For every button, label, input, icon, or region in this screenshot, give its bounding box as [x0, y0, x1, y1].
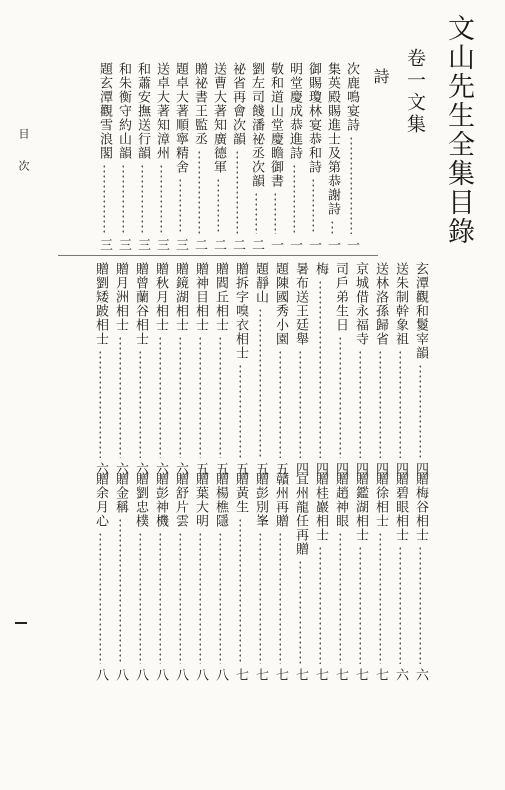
toc-entry-title: 贈碧眼相士	[393, 472, 408, 542]
toc-page-number: 八	[213, 668, 228, 681]
toc-entry-title: 敬和道山堂慶瞻御書	[268, 62, 283, 188]
toc-leader-dots	[359, 546, 361, 664]
toc-leader-dots	[239, 364, 241, 458]
toc-page-number: 五	[253, 462, 268, 475]
toc-leader-dots	[219, 336, 221, 458]
toc-page-number: 三	[97, 238, 112, 251]
toc-leader-dots	[350, 136, 352, 234]
toc-leader-dots	[359, 350, 361, 458]
toc-entry-title: 明堂慶成恭進詩	[287, 62, 302, 160]
toc-leader-dots	[122, 164, 124, 234]
toc-entry-title: 贈秋月相士	[153, 262, 168, 332]
toc-leader-dots	[339, 336, 341, 458]
toc-leader-dots	[419, 364, 421, 458]
toc-page-number: 三	[135, 238, 150, 251]
toc-entry-title: 司戶弟生日	[333, 262, 348, 332]
toc-leader-dots	[274, 192, 276, 234]
running-head-mu: 目	[17, 128, 30, 139]
toc-leader-dots	[319, 280, 321, 458]
toc-entry-title: 題卓大著順寧精舍	[173, 62, 188, 174]
toc-page-number: 八	[133, 668, 148, 681]
toc-page-number: 三	[154, 238, 169, 251]
toc-leader-dots	[339, 532, 341, 664]
toc-page-number: 八	[193, 668, 208, 681]
toc-leader-dots	[99, 350, 101, 458]
toc-entry-title: 贈桂巖相士	[313, 472, 328, 542]
toc-leader-dots	[239, 518, 241, 664]
toc-leader-dots	[179, 532, 181, 664]
toc-leader-dots	[312, 178, 314, 234]
toc-leader-dots	[179, 178, 181, 234]
toc-leader-dots	[399, 546, 401, 664]
toc-page-number: 四	[393, 462, 408, 475]
toc-entry-title: 贈祕書王監丞	[192, 62, 207, 146]
header-divider	[58, 255, 378, 256]
toc-entry-title: 和蕭安撫送行韻	[135, 62, 150, 160]
toc-entry-title: 祕省再會次韻	[230, 62, 245, 146]
toc-leader-dots	[299, 350, 301, 458]
toc-leader-dots	[236, 150, 238, 234]
toc-page-number: 八	[173, 668, 188, 681]
toc-entry-title: 贈鑑湖相士	[353, 472, 368, 542]
toc-page-number: 四	[373, 462, 388, 475]
toc-leader-dots	[279, 532, 281, 664]
toc-entry-title: 題靜山	[253, 262, 268, 304]
toc-entry-title: 贈曾蘭谷相士	[133, 262, 148, 346]
toc-page-number: 六	[153, 462, 168, 475]
toc-entry-title: 贈拆字嗅衣相士	[233, 262, 248, 360]
toc-entry-title: 贈劉忠樸	[133, 472, 148, 528]
toc-page-number: 一	[306, 238, 321, 251]
toc-entry-title: 贈黃生	[233, 472, 248, 514]
toc-entry-title: 贈趙神眼	[333, 472, 348, 528]
toc-page-number: 四	[353, 462, 368, 475]
toc-entry-title: 贈舒片雲	[173, 472, 188, 528]
toc-entry-title: 贈徐相士	[373, 472, 388, 528]
toc-entry-title: 贈神目相士	[193, 262, 208, 332]
toc-entry-title: 贈劉矮跛相士	[93, 262, 108, 346]
toc-leader-dots	[331, 220, 333, 234]
toc-page-number: 六	[413, 668, 428, 681]
toc-leader-dots	[419, 546, 421, 664]
volume-heading: 卷一文集	[404, 48, 426, 136]
toc-page-number: 一	[344, 238, 359, 251]
toc-entry-title: 暑布送王廷舉	[293, 262, 308, 346]
toc-leader-dots	[119, 518, 121, 664]
toc-page-number: 八	[113, 668, 128, 681]
toc-entry-title: 贈梅谷相士	[413, 472, 428, 542]
toc-leader-dots	[219, 532, 221, 664]
toc-entry-title: 送林洛孫歸省	[373, 262, 388, 346]
toc-leader-dots	[103, 164, 105, 234]
toc-page-number: 一	[287, 238, 302, 251]
toc-leader-dots	[259, 532, 261, 664]
toc-page-number: 二	[192, 238, 207, 251]
collection-title: 文山先生全集目錄	[443, 14, 474, 246]
toc-leader-dots	[179, 336, 181, 458]
toc-leader-dots	[199, 336, 201, 458]
toc-page-number: 六	[93, 462, 108, 475]
toc-page-number: 四	[413, 462, 428, 475]
toc-page-number: 五	[213, 462, 228, 475]
toc-page-number: 七	[273, 668, 288, 681]
toc-page-number: 六	[173, 462, 188, 475]
toc-entry-title: 送曹大著知廣德軍	[211, 62, 226, 174]
toc-leader-dots	[139, 350, 141, 458]
toc-leader-dots	[319, 546, 321, 664]
toc-leader-dots	[99, 532, 101, 664]
toc-page-number: 五	[273, 462, 288, 475]
toc-leader-dots	[293, 164, 295, 234]
toc-entry-title: 贈余月心	[93, 472, 108, 528]
toc-page-number: 六	[113, 462, 128, 475]
toc-entry-title: 梅	[313, 262, 328, 276]
section-heading: 詩	[371, 68, 390, 84]
toc-entry-title: 玄潭觀和鬉宰韻	[413, 262, 428, 360]
toc-page-number: 七	[313, 668, 328, 681]
toc-page-number: 一	[325, 238, 340, 251]
toc-leader-dots	[217, 178, 219, 234]
toc-entry-title: 和朱衡守約山韻	[116, 62, 131, 160]
toc-leader-dots	[159, 532, 161, 664]
toc-leader-dots	[279, 350, 281, 458]
toc-entry-title: 送朱制幹象祖	[393, 262, 408, 346]
toc-leader-dots	[119, 336, 121, 458]
toc-page-number: 四	[313, 462, 328, 475]
toc-page-number: 七	[293, 668, 308, 681]
toc-leader-dots	[299, 560, 301, 664]
toc-page-number: 七	[253, 668, 268, 681]
toc-leader-dots	[139, 532, 141, 664]
running-head-ci: 次	[17, 160, 30, 171]
toc-entry-title: 御賜瓊林宴恭和詩	[306, 62, 321, 174]
toc-entry-title: 集英殿賜進士及第恭謝詩	[325, 62, 340, 216]
toc-entry-title: 贈鏡湖相士	[173, 262, 188, 332]
toc-entry-title: 贈彭別峯	[253, 472, 268, 528]
toc-page-number: 七	[233, 668, 248, 681]
toc-entry-title: 贈彭神機	[153, 472, 168, 528]
toc-leader-dots	[159, 336, 161, 458]
toc-page-number: 八	[153, 668, 168, 681]
toc-page-number: 四	[293, 462, 308, 475]
toc-leader-dots	[399, 350, 401, 458]
toc-entry-title: 劉左司餞潘祕丞次韻	[249, 62, 264, 188]
toc-entry-title: 京城借永福寺	[353, 262, 368, 346]
toc-entry-title: 題陳國秀小園	[273, 262, 288, 346]
toc-page-number: 四	[333, 462, 348, 475]
toc-page-number: 六	[393, 668, 408, 681]
toc-page-number: 三	[116, 238, 131, 251]
toc-leader-dots	[379, 532, 381, 664]
toc-page-number: 三	[173, 238, 188, 251]
toc-leader-dots	[160, 164, 162, 234]
toc-page-number: 七	[333, 668, 348, 681]
toc-page-number: 七	[353, 668, 368, 681]
toc-leader-dots	[259, 308, 261, 458]
toc-entry-title: 贈金稱	[113, 472, 128, 514]
toc-entry-title: 送卓大著知漳州	[154, 62, 169, 160]
toc-page-number: 八	[93, 668, 108, 681]
toc-entry-title: 贈閻丘相士	[213, 262, 228, 332]
toc-entry-title: 贈月洲相士	[113, 262, 128, 332]
toc-leader-dots	[255, 192, 257, 234]
toc-entry-title: 題玄潭觀雪浪閣	[97, 62, 112, 160]
toc-page-number: 七	[373, 668, 388, 681]
toc-page-number: 五	[233, 462, 248, 475]
toc-entry-title: 贈楊樵隱	[213, 472, 228, 528]
toc-page-number: 二	[230, 238, 245, 251]
toc-page-number: 二	[249, 238, 264, 251]
toc-entry-title: 次鹿鳴宴詩	[344, 62, 359, 132]
folio-mark	[15, 622, 27, 624]
toc-leader-dots	[198, 150, 200, 234]
toc-page-number: 二	[211, 238, 226, 251]
toc-page-number: 一	[268, 238, 283, 251]
toc-page-number: 五	[193, 462, 208, 475]
toc-leader-dots	[141, 164, 143, 234]
toc-entry-title: 宜州龍任再贈	[293, 472, 308, 556]
toc-leader-dots	[379, 350, 381, 458]
toc-page-number: 六	[133, 462, 148, 475]
toc-leader-dots	[199, 532, 201, 664]
toc-entry-title: 贛州再贈	[273, 472, 288, 528]
toc-entry-title: 贈葉大明	[193, 472, 208, 528]
